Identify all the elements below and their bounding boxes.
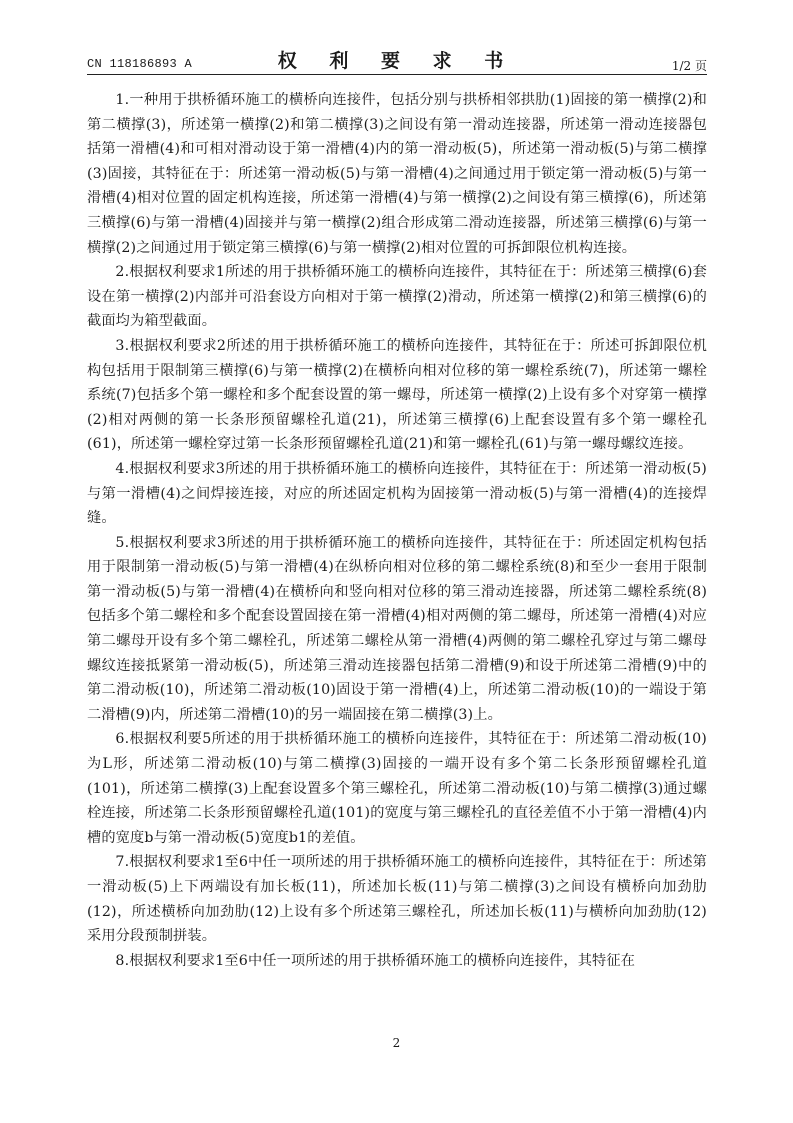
- claim-6: 6.根据权利要5所述的用于拱桥循环施工的横桥向连接件，其特征在于：所述第二滑动板(10)为L形，所述第二滑动板(10)与第二横撑(3)固接的一端开设有多个第二长条形预留螺栓孔道(101)，所述第二横撑(3)上配套设置多个第三螺栓孔，所述第二滑动板(10)与第二横撑(3)通过螺栓连接，所述第二长条形预留螺栓孔道(101)的宽度与第三螺栓孔的直径差值不小于第一滑槽(4)内槽的宽度b与第一滑动板(5)宽度b1的差值。: [87, 731, 707, 846]
- page-header: [87, 46, 707, 72]
- page-number: 2: [392, 1036, 401, 1050]
- claim-2: 2.根据权利要求1所述的用于拱桥循环施工的横桥向连接件，其特征在于：所述第三横撑(6)套设在第一横撑(2)内部并可沿套设方向相对于第一横撑(2)滑动，所述第一横撑(2)和第三横撑(6)的截面均为箱型截面。: [87, 264, 707, 330]
- claim-8: 8.根据权利要求1至6中任一项所述的用于拱桥循环施工的横桥向连接件，其特征在: [115, 952, 636, 969]
- page-indicator: 1/2 页: [671, 59, 707, 73]
- claim-5: 5.根据权利要求3所述的用于拱桥循环施工的横桥向连接件，其特征在于：所述固定机构包括用于限制第一滑动板(5)与第一滑槽(4)在纵桥向相对位移的第二螺栓系统(8)和至少一套用于限制第一滑动板(5)与第一滑槽(4)在横桥向和竖向相对位移的第三滑动连接器，所述第二螺栓系统(8)包括多个第二螺栓和多个配套设置固接在第一滑槽(4)相对两侧的第二螺母，所述第一滑槽(4)对应第二螺母开设有多个第二螺栓孔，所述第二螺栓从第一滑槽(4)两侧的第二螺栓孔穿过与第二螺母螺纹连接抵紧第一滑动板(5)，所述第三滑动连接器包括第二滑槽(9)和设于所述第二滑槽(9)中的第二滑动板(10)，所述第二滑动板(10)固设于第一滑槽(4)上，所述第二滑动板(10)的一端设于第二滑槽(9)内，所述第二滑槽(10)的另一端固接在第二横撑(3)上。: [87, 534, 707, 723]
- claim-3: 3.根据权利要求2所述的用于拱桥循环施工的横桥向连接件，其特征在于：所述可拆卸限位机构包括用于限制第三横撑(6)与第一横撑(2)在横桥向相对位移的第一螺栓系统(7)，所述第一螺栓系统(7)包括多个第一螺栓和多个配套设置的第一螺母，所述第一横撑(2)上设有多个对穿第一横撑(2)相对两侧的第一长条形预留螺栓孔道(21)，所述第三横撑(6)上配套设置有多个第一螺栓孔(61)，所述第一螺栓穿过第一长条形预留螺栓孔道(21)和第一螺栓孔(61)与第一螺母螺纹连接。: [87, 337, 707, 453]
- document-title: 权 利 要 求 书: [277, 50, 517, 72]
- claim-1: 1.一种用于拱桥循环施工的横桥向连接件，包括分别与拱桥相邻拱肋(1)固接的第一横撑(2)和第二横撑(3)，所述第一横撑(2)和第二横撑(3)之间设有第一滑动连接器，所述第一滑动连接器包括第一滑槽(4)和可相对滑动设于第一滑槽(4)内的第一滑动板(5)，所述第一滑动板(5)与第二横撑(3)固接，其特征在于：所述第一滑动板(5)与第一滑槽(4)之间通过用于锁定第一滑动板(5)与第一滑槽(4)相对位置的固定机构连接，所述第一滑槽(4)与第一横撑(2)之间设有第三横撑(6)，所述第三横撑(6)与第一滑槽(4)固接并与第一横撑(2)组合形成第二滑动连接器，所述第三横撑(6)与第一横撑(2)之间通过用于锁定第三横撑(6)与第一横撑(2)相对位置的可拆卸限位机构连接。: [87, 92, 707, 256]
- publication-number: CN 118186893 A: [87, 57, 193, 71]
- claims-body: [87, 88, 707, 973]
- claim-7: 7.根据权利要求1至6中任一项所述的用于拱桥循环施工的横桥向连接件，其特征在于：所述第一滑动板(5)上下两端设有加长板(11)，所述加长板(11)与第二横撑(3)之间设有横桥向加劲肋(12)，所述横桥向加劲肋(12)上设有多个所述第三螺栓孔，所述加长板(11)与横桥向加劲肋(12)采用分段预制拼装。: [87, 854, 707, 945]
- claim-4: 4.根据权利要求3所述的用于拱桥循环施工的横桥向连接件，其特征在于：所述第一滑动板(5)与第一滑槽(4)之间焊接连接，对应的所述固定机构为固接第一滑动板(5)与第一滑槽(4)的连接焊缝。: [87, 460, 707, 527]
- header-divider: [87, 74, 707, 75]
